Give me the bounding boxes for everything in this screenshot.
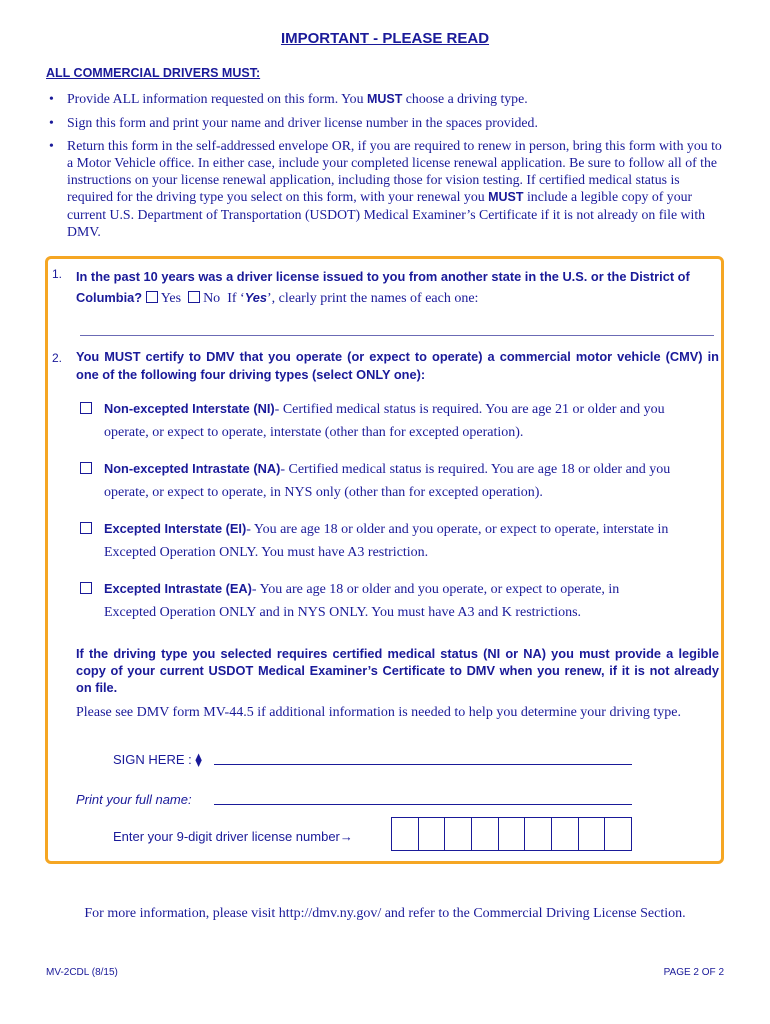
digit-box[interactable]: [472, 818, 499, 850]
no-checkbox[interactable]: [188, 291, 200, 303]
sign-here-label: SIGN HERE : ⧫: [113, 752, 202, 767]
license-number-label: Enter your 9-digit driver license number→: [113, 829, 353, 844]
digit-box[interactable]: [445, 818, 472, 850]
full-name-field[interactable]: [214, 804, 632, 805]
states-input-line[interactable]: [80, 335, 714, 336]
question-number: 1.: [52, 267, 63, 281]
bullet-icon: •: [49, 91, 54, 106]
medical-note: If the driving type you selected requires certified medical status (NI or NA) you must provide a legible copy of your current USDOT Medical Examiner’s Certificate to DMV when you renew, if it is not already on file.: [76, 646, 719, 695]
digit-box[interactable]: [605, 818, 631, 850]
see-form-note: Please see DMV form MV-44.5 if additional information is needed to help you determine your driving type.: [76, 705, 681, 720]
instruction-list: [46, 90, 726, 246]
arrow-right-icon: →: [339, 829, 353, 844]
more-info-text: For more information, please visit http://dmv.ny.gov/ and refer to the Commercial Driving License Section.: [84, 906, 686, 921]
digit-box[interactable]: [392, 818, 419, 850]
list-item: • Provide ALL information requested on this form. You MUST choose a driving type.: [49, 91, 528, 106]
no-label: No: [203, 291, 221, 306]
digit-box[interactable]: [552, 818, 579, 850]
bullet-icon: •: [49, 138, 54, 153]
signature-field[interactable]: [214, 764, 632, 765]
yes-checkbox[interactable]: [146, 291, 158, 303]
pen-icon: ⧫: [195, 752, 202, 767]
digit-box[interactable]: [499, 818, 526, 850]
na-checkbox[interactable]: [80, 462, 92, 474]
option-ei: Excepted Interstate (EI)- You are age 18 or older and you operate, or expect to operate, interstate in Excepted Operation ONLY. You must have A3 restriction.: [80, 517, 720, 564]
form-id: MV-2CDL (8/15): [46, 967, 118, 978]
digit-box[interactable]: [525, 818, 552, 850]
option-na: Non-excepted Intrastate (NA)- Certified medical status is required. You are age 18 or older and you operate, or expect to operate, in NYS only (other than for excepted operation).: [80, 457, 720, 504]
digit-box[interactable]: [579, 818, 606, 850]
question-number: 2.: [52, 351, 63, 365]
list-item: • Return this form in the self-addressed envelope OR, if you are required to renew in person, bring this form with you to a Motor Vehicle office. In either case, include your completed license renewal application. Be sure to follow all of the instructions on your license renewal application, including those for vision testing. If certified medical status is required for the driving type you select on this form, with your renewal you MUST include a legible copy of your current U.S. Department of Transportation (USDOT) Medical Examiner’s Certificate if it is not already on file with DMV.: [49, 138, 722, 239]
ea-checkbox[interactable]: [80, 582, 92, 594]
digit-box[interactable]: [419, 818, 446, 850]
bullet-icon: •: [49, 115, 54, 130]
page-number: PAGE 2 OF 2: [663, 967, 724, 978]
option-ea: Excepted Intrastate (EA)- You are age 18 or older and you operate, or expect to operate, in Excepted Operation ONLY and in NYS ONLY. You must have A3 and K restrictions.: [80, 577, 720, 624]
list-item: • Sign this form and print your name and driver license number in the spaces provided.: [49, 115, 538, 130]
question-1: In the past 10 years was a driver license issued to you from another state in the U.S. or the District of Columbia? Yes No If ‘Yes’, clearly print the names of each one:: [76, 269, 690, 306]
license-number-input[interactable]: [391, 817, 632, 851]
print-name-label: Print your full name:: [76, 792, 192, 807]
section-subheading: ALL COMMERCIAL DRIVERS MUST:: [46, 66, 261, 80]
option-ni: Non-excepted Interstate (NI)- Certified medical status is required. You are age 21 or older and you operate, or expect to operate, interstate (other than for excepted operation).: [80, 397, 720, 444]
ei-checkbox[interactable]: [80, 522, 92, 534]
ni-checkbox[interactable]: [80, 402, 92, 414]
question-2: You MUST certify to DMV that you operate (or expect to operate) a commercial motor vehicle (CMV) in one of the following four driving types (select ONLY one):: [76, 349, 719, 382]
yes-label: Yes: [160, 291, 182, 306]
page-title: IMPORTANT - PLEASE READ: [280, 30, 490, 47]
